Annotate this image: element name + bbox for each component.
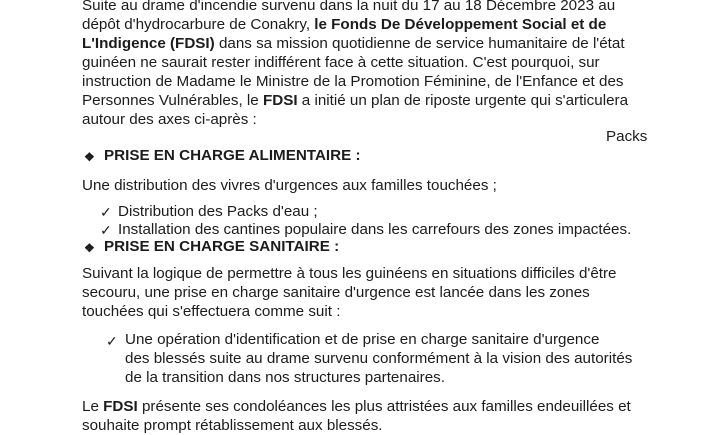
intro-line-4: guinéen ne saurait rester indifférent face à cette situation. C'est pourquoi, sur — [82, 54, 600, 71]
section-1-item-2: Installation des cantines populaire dans les carrefours des zones impactées. — [118, 221, 632, 238]
section-2-para-line-1: Suivant la logique de permettre à tous les guinéens en situations difficiles d'être — [82, 265, 617, 282]
intro-line-3 — [82, 35, 625, 53]
fdsi-bold: FDSI — [103, 398, 138, 415]
intro-line-3-text: dans sa mission quotidienne de service humanitaire de l'état — [214, 35, 625, 52]
intro-line-1: Suite au drame d'incendie survenu dans la nuit du 17 au 18 Décembre 2023 au — [82, 0, 616, 14]
section-2-title: PRISE EN CHARGE SANITAIRE : — [104, 238, 340, 255]
closing-line-1 — [82, 398, 631, 416]
intro-line-7: autour des axes ci-après : — [82, 111, 257, 128]
diamond-bullet-icon: ❖ — [84, 241, 95, 255]
org-name-bold: le Fonds De Développement Social et de — [314, 16, 607, 33]
closing-text-a: Le — [82, 398, 104, 415]
intro-line-6-text-a: Personnes Vulnérables, le — [82, 92, 263, 109]
checkmark-icon: ✓ — [100, 222, 112, 238]
closing-text-c: présente ses condoléances les plus attristées aux familles endeuillées et — [137, 398, 631, 415]
intro-line-5: instruction de Madame le Ministre de la Promotion Féminine, de l'Enfance et des — [82, 73, 624, 90]
section-2-para-line-2: secouru, une prise en charge sanitaire d'urgence est lancée dans les zones — [82, 284, 590, 301]
checkmark-icon: ✓ — [100, 204, 112, 220]
section-2-item-line-3: de la transition dans nos structures partenaires. — [125, 369, 445, 386]
intro-line-6 — [82, 92, 628, 110]
diamond-bullet-icon: ❖ — [84, 150, 95, 164]
margin-note: Packs — [606, 128, 648, 145]
section-1-item-1: Distribution des Packs d'eau ; — [118, 203, 318, 220]
intro-line-6-text-c: a initié un plan de riposte urgente qui s'articulera — [297, 92, 629, 109]
section-1-text: Une distribution des vivres d'urgences aux familles touchées ; — [82, 177, 497, 194]
fdsi-bold: FDSI — [262, 92, 298, 109]
section-2-item-line-2: des blessés suite au drame survenu conformément à la vision des autorités — [125, 350, 633, 367]
section-2-item-line-1: Une opération d'identification et de prise en charge sanitaire d'urgence — [125, 331, 600, 348]
section-2-para-line-3: touchées qui s'effectuera comme suit : — [82, 303, 341, 320]
closing-line-2: souhaite prompt rétablissement aux blessés. — [82, 417, 383, 434]
checkmark-icon: ✓ — [106, 333, 118, 349]
org-acronym-bold: L'Indigence (FDSI) — [82, 35, 215, 52]
intro-line-2 — [82, 16, 606, 34]
section-1-title: PRISE EN CHARGE ALIMENTAIRE : — [104, 147, 361, 164]
intro-line-2-text: dépôt d'hydrocarbure de Conakry, — [82, 16, 315, 33]
